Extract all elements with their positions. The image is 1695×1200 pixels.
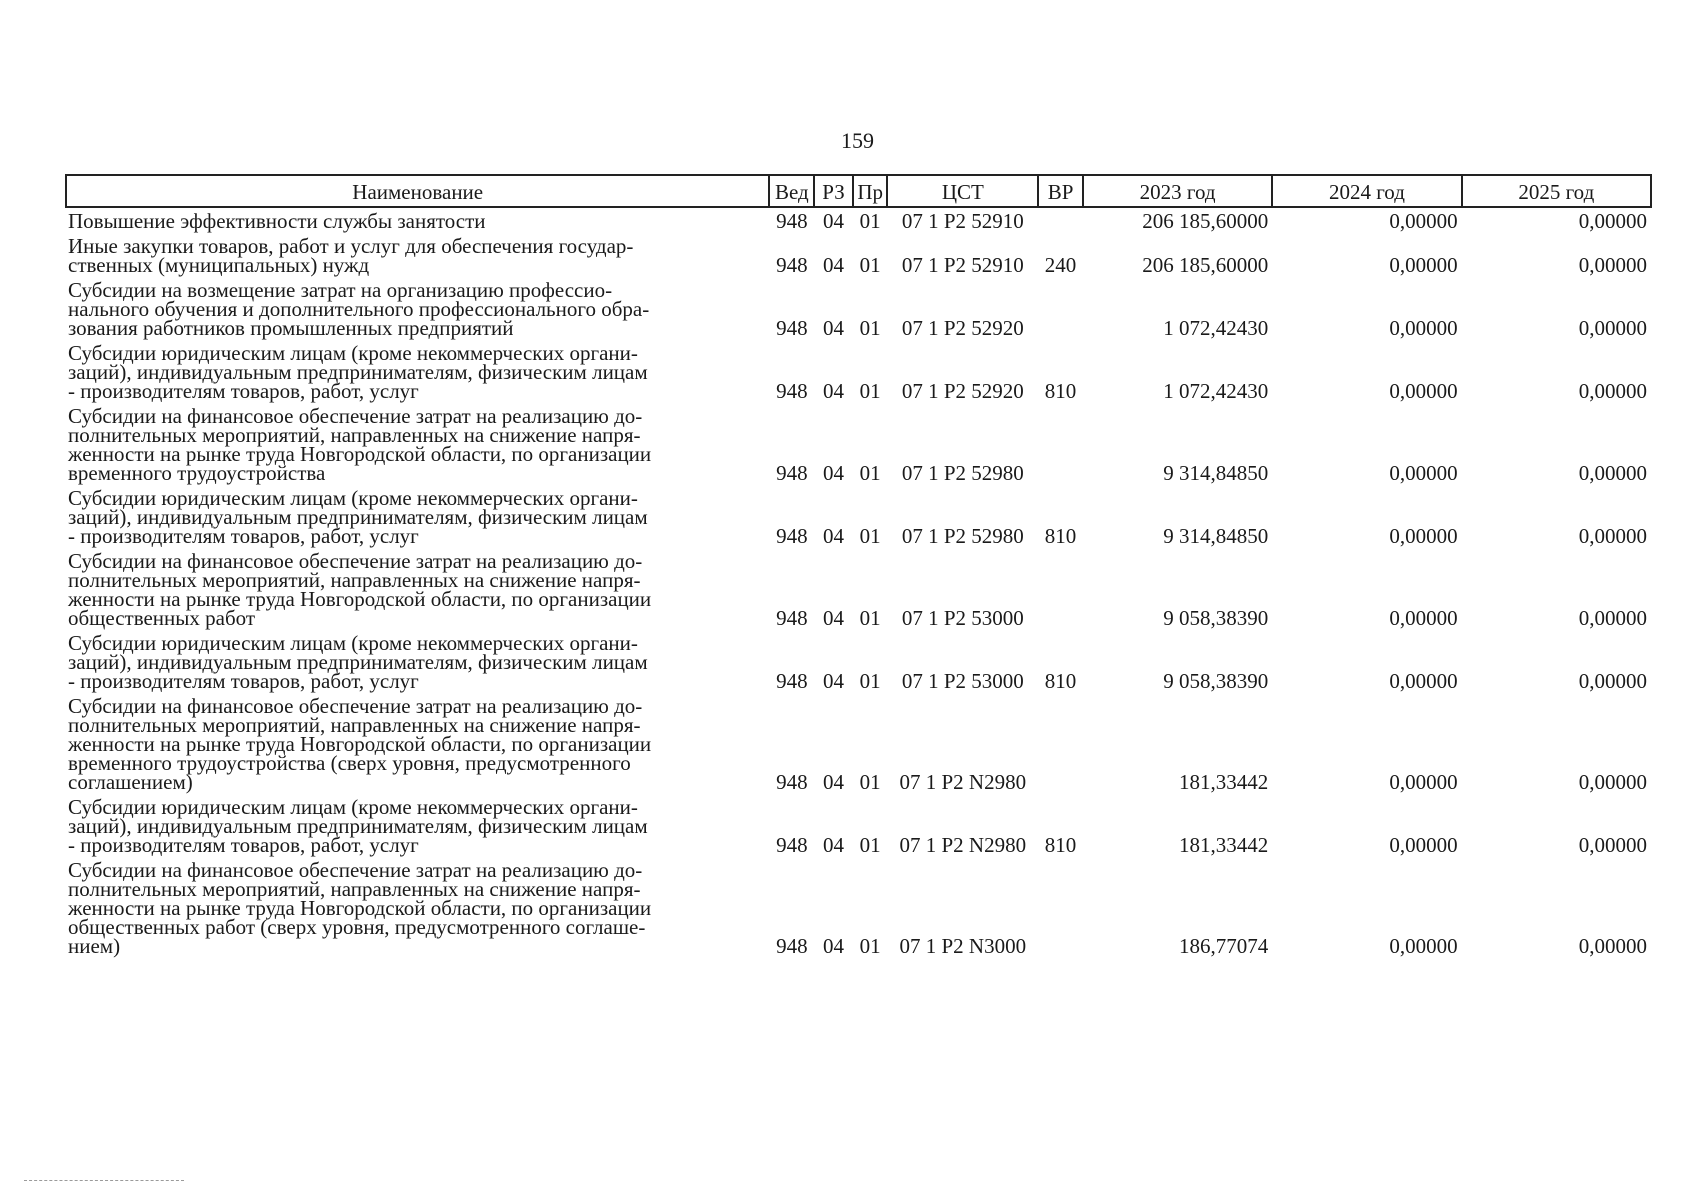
cell-cst: 07 1 P2 52910: [901, 209, 1024, 233]
cell-ved: 948: [776, 461, 808, 485]
cell-2025: 0,00000: [1578, 379, 1647, 403]
cell-rz: 04: [823, 379, 845, 403]
budget-table: [65, 174, 1652, 958]
cell-2023: 206 185,60000: [1142, 253, 1269, 277]
cell-cst: 07 1 P2 52920: [901, 316, 1024, 340]
cell-cst: 07 1 P2 N2980: [899, 833, 1027, 857]
table-row: [66, 485, 1651, 548]
cell-cst: 07 1 P2 52980: [901, 461, 1024, 485]
cell-ved: 948: [776, 209, 808, 233]
cell-rz: 04: [823, 770, 845, 794]
header-cst: ЦСТ: [887, 175, 1038, 207]
cell-2025: 0,00000: [1578, 316, 1647, 340]
cell-2023: 206 185,60000: [1142, 209, 1269, 233]
cell-cst: 07 1 P2 53000: [901, 669, 1024, 693]
cell-ved: 948: [776, 833, 808, 857]
cell-rz: 04: [823, 833, 845, 857]
table-header: [66, 175, 1651, 207]
cell-2023: 181,33442: [1179, 770, 1269, 794]
cell-pr: 01: [859, 379, 881, 403]
cell-2024: 0,00000: [1389, 934, 1458, 958]
cell-vr: 810: [1044, 379, 1077, 403]
cell-vr: [1038, 277, 1083, 340]
header-2024: 2024 год: [1272, 175, 1461, 207]
cell-name: Повышение эффективности службы занятости: [68, 209, 486, 233]
cell-vr: 810: [1044, 524, 1077, 548]
cell-name: Иные закупки товаров, работ и услуг для обеспечения государ- ственных (муниципальных) нужд: [68, 234, 634, 277]
cell-vr: [1038, 548, 1083, 630]
cell-ved: 948: [776, 770, 808, 794]
cell-2024: 0,00000: [1389, 606, 1458, 630]
cell-pr: 01: [859, 461, 881, 485]
cell-ved: 948: [776, 606, 808, 630]
cell-rz: 04: [823, 669, 845, 693]
table-row: [66, 207, 1651, 233]
header-pr: Пр: [853, 175, 888, 207]
cell-2025: 0,00000: [1578, 209, 1647, 233]
cell-cst: 07 1 P2 N2980: [899, 770, 1027, 794]
cell-2025: 0,00000: [1578, 524, 1647, 548]
cell-2024: 0,00000: [1389, 461, 1458, 485]
cell-name: Субсидии на возмещение затрат на организацию профессио- нального обучения и дополнительного профессионального обра- зования работников промышленных предприятий: [68, 278, 650, 340]
cell-pr: 01: [859, 253, 881, 277]
cell-2023: 186,77074: [1179, 934, 1269, 958]
cell-rz: 04: [823, 253, 845, 277]
cell-2025: 0,00000: [1578, 461, 1647, 485]
cell-2024: 0,00000: [1389, 524, 1458, 548]
cell-cst: 07 1 P2 N3000: [899, 934, 1027, 958]
table-row: [66, 693, 1651, 794]
cell-ved: 948: [776, 379, 808, 403]
cell-ved: 948: [776, 669, 808, 693]
table-row: [66, 794, 1651, 857]
cell-2023: 1 072,42430: [1163, 379, 1269, 403]
cell-name: Субсидии на финансовое обеспечение затрат на реализацию до- полнительных мероприятий, направленных на снижение напря- женности на рынке труда Новгородской области, по организации временного трудоустройства (сверх уровня, предусмотренного соглашением): [68, 694, 652, 794]
table-row: [66, 233, 1651, 277]
cell-2023: 9 314,84850: [1163, 461, 1269, 485]
header-2025: 2025 год: [1462, 175, 1651, 207]
cell-pr: 01: [859, 316, 881, 340]
page-number: 159: [841, 128, 874, 153]
cell-pr: 01: [859, 209, 881, 233]
cell-2023: 9 058,38390: [1163, 669, 1269, 693]
cell-vr: [1038, 857, 1083, 958]
cell-2024: 0,00000: [1389, 833, 1458, 857]
table-row: [66, 403, 1651, 485]
cell-2024: 0,00000: [1389, 316, 1458, 340]
cell-ved: 948: [776, 253, 808, 277]
cell-rz: 04: [823, 934, 845, 958]
cell-name: Субсидии юридическим лицам (кроме некоммерческих органи- заций), индивидуальным предпринимателям, физическим лицам - производителям товаров, работ, услуг: [68, 341, 648, 403]
cell-pr: 01: [859, 669, 881, 693]
table-row: [66, 340, 1651, 403]
cell-2025: 0,00000: [1578, 934, 1647, 958]
cell-rz: 04: [823, 461, 845, 485]
cell-2023: 181,33442: [1179, 833, 1269, 857]
cell-2024: 0,00000: [1389, 209, 1458, 233]
cell-name: Субсидии юридическим лицам (кроме некоммерческих органи- заций), индивидуальным предпринимателям, физическим лицам - производителям товаров, работ, услуг: [68, 486, 648, 548]
cell-name: Субсидии на финансовое обеспечение затрат на реализацию до- полнительных мероприятий, направленных на снижение напря- женности на рынке труда Новгородской области, по организации общественных работ (сверх уровня, предусмотренного соглаше- нием): [68, 858, 652, 958]
cell-2023: 9 314,84850: [1163, 524, 1269, 548]
table-body: [66, 207, 1651, 958]
cell-name: Субсидии на финансовое обеспечение затрат на реализацию до- полнительных мероприятий, направленных на снижение напря- женности на рынке труда Новгородской области, по организации общественных работ: [68, 549, 652, 630]
cell-2024: 0,00000: [1389, 669, 1458, 693]
cell-cst: 07 1 P2 52980: [901, 524, 1024, 548]
header-2023: 2023 год: [1083, 175, 1272, 207]
header-name: Наименование: [66, 175, 769, 207]
cell-pr: 01: [859, 770, 881, 794]
cell-vr: [1038, 207, 1083, 233]
cell-vr: 240: [1044, 253, 1077, 277]
cell-2025: 0,00000: [1578, 833, 1647, 857]
table-header-row: [66, 175, 1651, 207]
footer-rule: [24, 1180, 184, 1181]
cell-2024: 0,00000: [1389, 770, 1458, 794]
cell-pr: 01: [859, 833, 881, 857]
cell-vr: [1038, 693, 1083, 794]
cell-2025: 0,00000: [1578, 669, 1647, 693]
cell-2025: 0,00000: [1578, 253, 1647, 277]
cell-2025: 0,00000: [1578, 606, 1647, 630]
header-ved: Вед: [769, 175, 814, 207]
cell-name: Субсидии юридическим лицам (кроме некоммерческих органи- заций), индивидуальным предпринимателям, физическим лицам - производителям товаров, работ, услуг: [68, 631, 648, 693]
cell-rz: 04: [823, 209, 845, 233]
cell-rz: 04: [823, 606, 845, 630]
table-row: [66, 857, 1651, 958]
cell-ved: 948: [776, 316, 808, 340]
table-row: [66, 630, 1651, 693]
cell-vr: 810: [1044, 669, 1077, 693]
cell-name: Субсидии на финансовое обеспечение затрат на реализацию до- полнительных мероприятий, направленных на снижение напря- женности на рынке труда Новгородской области, по организации временного трудоустройства: [68, 404, 652, 485]
cell-pr: 01: [859, 606, 881, 630]
cell-2024: 0,00000: [1389, 253, 1458, 277]
table-row: [66, 548, 1651, 630]
cell-pr: 01: [859, 524, 881, 548]
header-rz: РЗ: [814, 175, 853, 207]
table-row: [66, 277, 1651, 340]
cell-2024: 0,00000: [1389, 379, 1458, 403]
cell-cst: 07 1 P2 52910: [901, 253, 1024, 277]
cell-vr: 810: [1044, 833, 1077, 857]
cell-vr: [1038, 403, 1083, 485]
cell-ved: 948: [776, 934, 808, 958]
cell-name: Субсидии юридическим лицам (кроме некоммерческих органи- заций), индивидуальным предпринимателям, физическим лицам - производителям товаров, работ, услуг: [68, 795, 648, 857]
cell-pr: 01: [859, 934, 881, 958]
cell-2023: 9 058,38390: [1163, 606, 1269, 630]
header-vr: ВР: [1038, 175, 1083, 207]
cell-2023: 1 072,42430: [1163, 316, 1269, 340]
cell-cst: 07 1 P2 52920: [901, 379, 1024, 403]
cell-2025: 0,00000: [1578, 770, 1647, 794]
cell-ved: 948: [776, 524, 808, 548]
cell-cst: 07 1 P2 53000: [901, 606, 1024, 630]
cell-rz: 04: [823, 524, 845, 548]
cell-rz: 04: [823, 316, 845, 340]
